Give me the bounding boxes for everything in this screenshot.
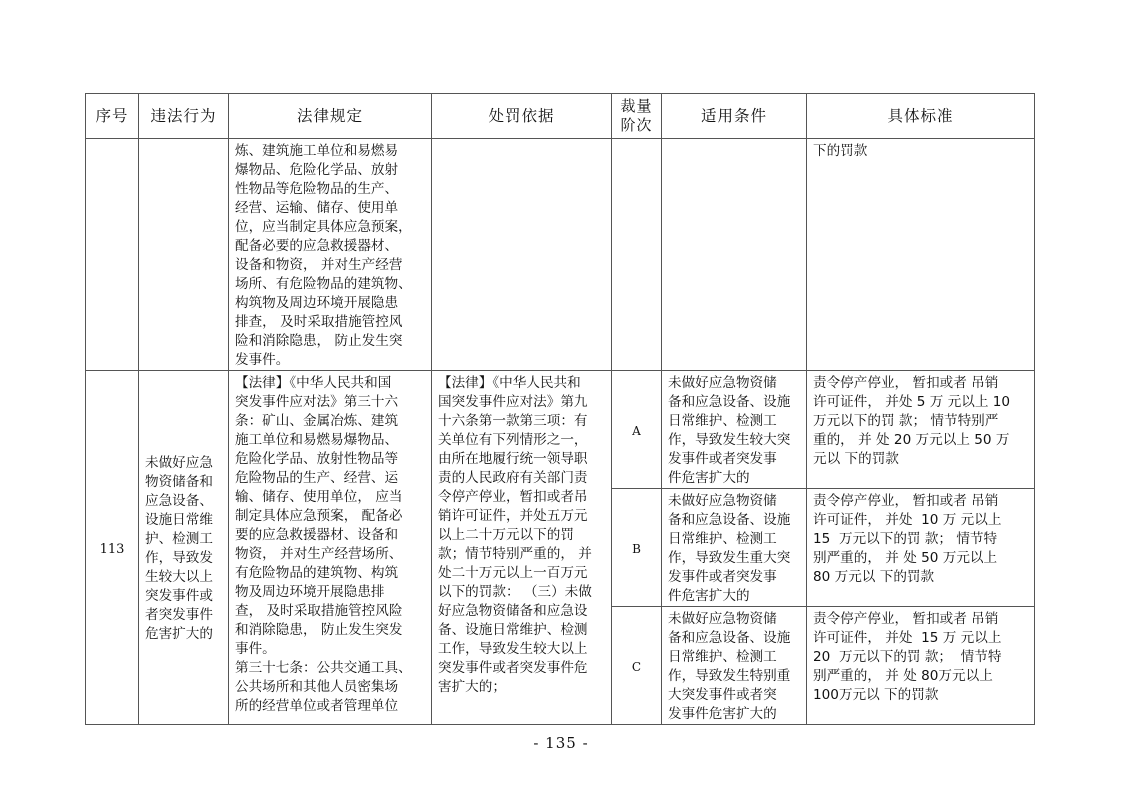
cont-law-text: 炼、建筑施工单位和易燃易 爆物品、危险化学品、放射 性物品等危险物品的生产、 经营、运输、储存、使用单 位，应当制定具体应急预案， 配备必要的应急救援器材、 设备和物资， 并对生产经营 场所、有危险物品的建筑物、 构筑物及周边环境开展隐患 排查， 及时采取措施管控风 险和消除隐患， 防止发生突 发事件。 xyxy=(235,143,412,368)
condition-c-text: 未做好应急物资储 备和应急设备、设施 日常维护、检测工 作，导致发生特别重 大突发事件或者突 发事件危害扩大的 xyxy=(668,611,791,722)
seq-number: 113 xyxy=(99,542,125,557)
standard-b-text: 责令停产停业， 暂扣或者 吊销 许可证件， 并处 10 万 元以上 15 万元以下的罚 款； 情节特 别严重的， 并 处 50 万元以上 80 万元以 下的罚款 xyxy=(813,493,1002,585)
cont-basis-cell xyxy=(432,139,612,371)
cont-level-cell xyxy=(612,139,662,371)
cont-law-cell xyxy=(229,139,432,371)
condition-a-cell xyxy=(662,371,807,489)
condition-c-cell xyxy=(662,607,807,725)
standard-c-text: 责令停产停业， 暂扣或者 吊销 许可证件， 并处 15 万 元以上 20 万元以下的罚 款； 情节特 别严重的， 并 处 80万元以上 100万元以 下的罚款 xyxy=(813,611,1002,703)
level-a-cell xyxy=(612,371,662,489)
header-seq: 序号 xyxy=(86,94,139,139)
header-standard: 具体标准 xyxy=(807,94,1035,139)
header-law: 法律规定 xyxy=(229,94,432,139)
standard-a-text: 责令停产停业， 暂扣或者 吊销 许可证件， 并处 5 万 元以上 10 万元以下的罚 款； 情节特别严 重的， 并 处 20 万元以上 50 万 元以 下的罚款 xyxy=(813,375,1011,467)
cont-violation-cell xyxy=(139,139,229,371)
cont-condition-cell xyxy=(662,139,807,371)
level-c-cell xyxy=(612,607,662,725)
basis-cell xyxy=(432,371,612,725)
violation-cell xyxy=(139,371,229,725)
violation-text: 未做好应急 物资储备和 应急设备、 设施日常维 护、检测工 作，导致发 生较大以上 突发事件或 者突发事件 危害扩大的 xyxy=(145,455,213,642)
header-level: 裁量 阶次 xyxy=(612,94,662,139)
cont-seq-cell xyxy=(86,139,139,371)
standard-a-cell xyxy=(807,371,1035,489)
standard-b-cell xyxy=(807,489,1035,607)
header-condition: 适用条件 xyxy=(662,94,807,139)
header-violation: 违法行为 xyxy=(139,94,229,139)
seq-cell xyxy=(86,371,139,725)
level-c: C xyxy=(631,660,642,674)
basis-text: 【法律】《中华人民共和 国突发事件应对法》第九 十六条第一款第三项：有 关单位有下列情形之一， 由所在地履行统一领导职 责的人民政府有关部门责 令停产停业，暂扣或者吊 销许可证件，并处五万元 以上二十万元以下的罚 款；情节特别严重的， 并 处二十万元以上一百万元 以下的罚款： （三）未做 好应急物资储备和应急设 备、设施日常维护、检测 工作，导致发生较大以上 突发事件或者突发事件危 害扩大的； xyxy=(438,375,592,695)
cont-standard-cell xyxy=(807,139,1035,371)
law-cell xyxy=(229,371,432,725)
standard-c-cell xyxy=(807,607,1035,725)
cont-standard-text: 下的罚款 xyxy=(813,143,868,159)
level-a: A xyxy=(632,424,641,438)
level-b-cell xyxy=(612,489,662,607)
page-number: - 135 - xyxy=(533,734,589,752)
condition-a-text: 未做好应急物资储 备和应急设备、设施 日常维护、检测工 作，导致发生较大突 发事件或者突发事 件危害扩大的 xyxy=(668,375,791,486)
penalty-table xyxy=(85,93,1035,725)
header-basis: 处罚依据 xyxy=(432,94,612,139)
law-text: 【法律】《中华人民共和国 突发事件应对法》第三十六 条：矿山、金属冶炼、建筑 施工单位和易燃易爆物品、 危险化学品、放射性物品等 危险物品的生产、经营、运 输、储存、使用单位， 应当 制定具体应急预案， 配备必 要的应急救援器材、设备和 物资， 并对生产经营场所、 有危险物品的建筑物、构筑 物及周边环境开展隐患排 查， 及时采取措施管控风险 和消除隐患， 防止发生突发 事件。 第三十七条：公共交通工具、 公共场所和其他人员密集场 所的经营单位或者管理单位 xyxy=(235,375,412,714)
level-b: B xyxy=(632,542,641,556)
condition-b-cell xyxy=(662,489,807,607)
condition-b-text: 未做好应急物资储 备和应急设备、设施 日常维护、检测工 作，导致发生重大突 发事件或者突发事 件危害扩大的 xyxy=(668,493,791,604)
header-row xyxy=(86,94,1035,139)
continuation-row xyxy=(86,139,1035,371)
table-row xyxy=(86,371,1035,489)
